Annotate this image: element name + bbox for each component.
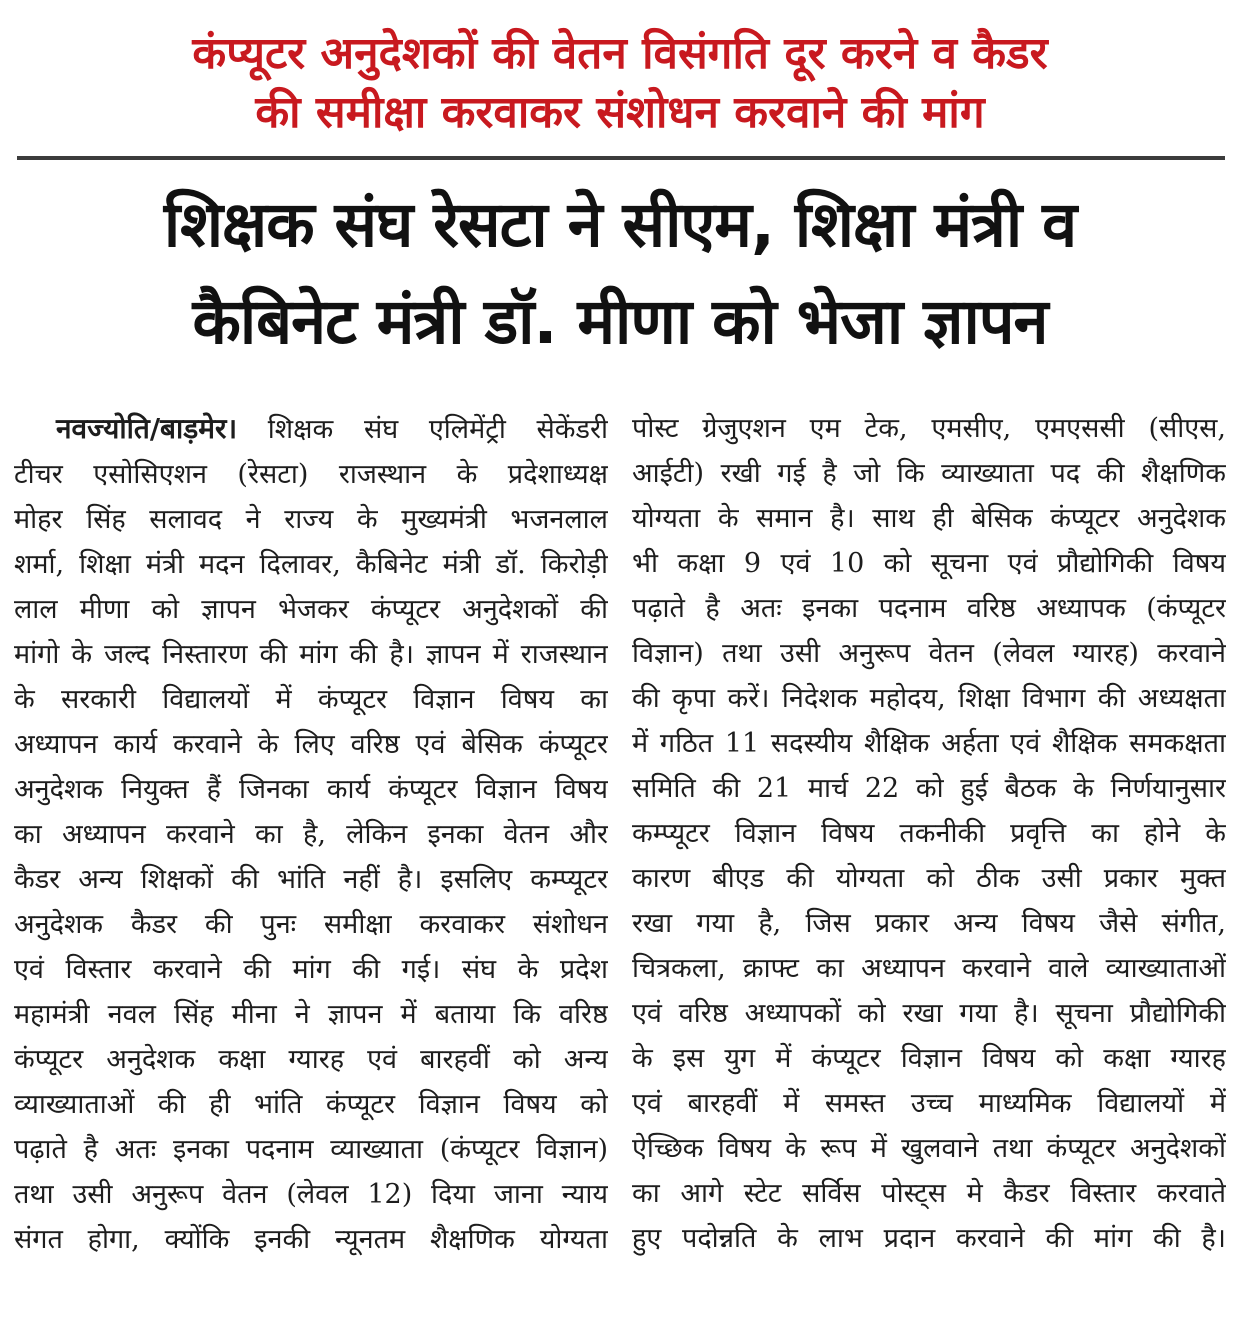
body-line: में गठित 11 सदस्यीय शैक्षिक अर्हता एवं शैक्षिक समकक्षता [632,728,1226,759]
body-line: समिति की 21 मार्च 22 को हुई बैठक के निर्णयानुसार [632,773,1226,804]
body-line: पोस्ट ग्रेजुएशन एम टेक, एमसीए, एमएससी (सीएस, [632,413,1226,444]
body-line: एवं विस्तार करवाने की मांग की गई। संघ के प्रदेश [14,954,608,985]
body-line: महामंत्री नवल सिंह मीना ने ज्ञापन में बताया कि वरिष्ठ [14,999,608,1030]
body-text: शिक्षक संघ एलिमेंट्री सेकेंडरी [267,414,608,445]
body-line: भी कक्षा 9 एवं 10 को सूचना एवं प्रौद्योगिकी विषय [632,548,1226,579]
body-line: के इस युग में कंप्यूटर विज्ञान विषय को कक्षा ग्यारह [632,1043,1226,1074]
body-line: लाल मीणा को ज्ञापन भेजकर कंप्यूटर अनुदेशकों की [14,594,608,625]
body-line: एवं वरिष्ठ अध्यापकों को रखा गया है। सूचना प्रौद्योगिकी [632,998,1226,1029]
article-body [0,406,1240,1262]
body-line: का अध्यापन करवाने का है, लेकिन इनका वेतन और [14,819,608,850]
main-headline [10,176,1230,370]
body-line: टीचर एसोसिएशन (रेसटा) राजस्थान के प्रदेशाध्यक्ष [14,459,608,490]
body-line: अध्यापन कार्य करवाने के लिए वरिष्ठ एवं बेसिक कंप्यूटर [14,729,608,760]
body-line: के सरकारी विद्यालयों में कंप्यूटर विज्ञान विषय का [14,684,608,715]
body-line: एवं बारहवीं में समस्त उच्च माध्यमिक विद्यालयों में [632,1088,1226,1119]
body-line: मांगो के जल्द निस्तारण की मांग की है। ज्ञापन में राजस्थान [14,639,608,670]
body-line: तथा उसी अनुरूप वेतन (लेवल 12) दिया जाना न्याय [14,1179,608,1210]
body-line: कंप्यूटर अनुदेशक कक्षा ग्यारह एवं बारहवीं को अन्य [14,1044,608,1075]
kicker-line-2: की समीक्षा करवाकर संशोधन करवाने की मांग [255,87,985,138]
body-line: योग्यता के समान है। साथ ही बेसिक कंप्यूटर अनुदेशक [632,503,1226,534]
divider-rule [17,156,1225,160]
kicker-headline [0,0,1240,142]
body-line: शर्मा, शिक्षा मंत्री मदन दिलावर, कैबिनेट मंत्री डॉ. किरोड़ी [14,549,608,580]
body-line: कैडर अन्य शिक्षकों की भांति नहीं है। इसलिए कम्प्यूटर [14,864,608,895]
body-line: कारण बीएड की योग्यता को ठीक उसी प्रकार मुक्त [632,863,1226,894]
kicker-line-1: कंप्यूटर अनुदेशकों की वेतन विसंगति दूर करने व कैडर [192,28,1048,79]
body-line: आईटी) रखी गई है जो कि व्याख्याता पद की शैक्षणिक [632,458,1226,489]
body-line: हुए पदोन्नति के लाभ प्रदान करवाने की मांग की है। [632,1223,1226,1254]
body-line: की कृपा करें। निदेशक महोदय, शिक्षा विभाग की अध्यक्षता [632,683,1226,714]
headline-line-2: कैबिनेट मंत्री डॉ. मीणा को भेजा ज्ञापन [192,285,1048,358]
body-line [14,406,608,452]
dateline: नवज्योति/बाड़मेर। [56,412,238,445]
body-line: संगत होगा, क्योंकि इनकी न्यूनतम शैक्षणिक योग्यता [14,1224,608,1255]
body-line: अनुदेशक नियुक्त हैं जिनका कार्य कंप्यूटर विज्ञान विषय [14,774,608,805]
body-line: मोहर सिंह सलावद ने राज्य के मुख्यमंत्री भजनलाल [14,504,608,535]
headline-line-1: शिक्षक संघ रेसटा ने सीएम, शिक्षा मंत्री व [163,188,1077,261]
body-line: पढ़ाते है अतः इनका पदनाम वरिष्ठ अध्यापक (कंप्यूटर [632,593,1226,624]
body-line: विज्ञान) तथा उसी अनुरूप वेतन (लेवल ग्यारह) करवाने [632,638,1226,669]
body-line: कम्प्यूटर विज्ञान विषय तकनीकी प्रवृत्ति का होने के [632,818,1226,849]
body-line: का आगे स्टेट सर्विस पोस्ट्स मे कैडर विस्तार करवाते [632,1178,1226,1209]
body-line: व्याख्याताओं की ही भांति कंप्यूटर विज्ञान विषय को [14,1089,608,1120]
body-line: रखा गया है, जिस प्रकार अन्य विषय जैसे संगीत, [632,908,1226,939]
body-line: पढ़ाते है अतः इनका पदनाम व्याख्याता (कंप्यूटर विज्ञान) [14,1134,608,1165]
body-line: ऐच्छिक विषय के रूप में खुलवाने तथा कंप्यूटर अनुदेशकों [632,1133,1226,1164]
body-line: चित्रकला, क्राफ्ट का अध्यापन करवाने वाले व्याख्याताओं [632,953,1226,984]
article-column-right [632,406,1226,1262]
body-line: अनुदेशक कैडर की पुनः समीक्षा करवाकर संशोधन [14,909,608,940]
article-column-left [14,406,608,1262]
